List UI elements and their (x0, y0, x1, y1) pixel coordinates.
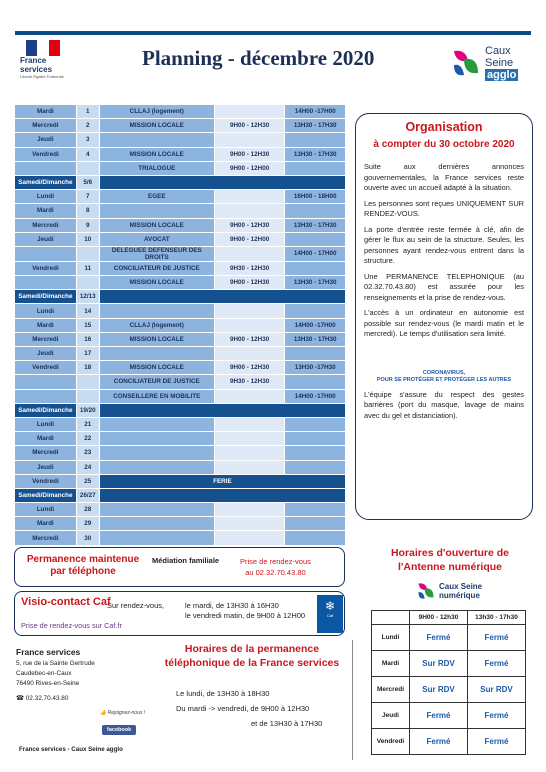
row-num: 30 (76, 531, 99, 545)
caf-label: Caf (326, 613, 334, 618)
row-am (214, 190, 285, 204)
antenne-pm: Fermé (468, 651, 526, 677)
table-row (15, 417, 346, 431)
visio-hours (185, 601, 305, 621)
org-p3: La porte d'entrée reste fermée à clé, afin de gérer le flux au sein de la structure. Seules, les personnes ayant rendez-vous entrent dans la structure. (364, 224, 524, 265)
row-activity: TRIALOGUE (99, 161, 214, 175)
row-day (15, 161, 77, 175)
row-num: 25 (76, 474, 99, 488)
row-am (214, 246, 285, 261)
row-pm: 14H00 -17H00 (285, 389, 346, 403)
row-day: Mercredi (15, 119, 77, 133)
table-row (15, 347, 346, 361)
address-line3: 76490 Rives-en-Seine (16, 680, 80, 687)
row-pm: 14H00 - 17H00 (285, 246, 346, 261)
table-row (15, 105, 346, 119)
antenne-pm: Fermé (468, 703, 526, 729)
table-row (15, 318, 346, 332)
visio-hours1: le mardi, de 13H30 à 16H30 (185, 601, 279, 610)
caux-seine-logo (450, 40, 528, 86)
row-num: 24 (76, 460, 99, 474)
tel-l2: Du mardi -> vendredi, de 9H00 à 12H30 (176, 704, 310, 713)
row-num: 14 (76, 304, 99, 318)
antenne-logo1: Caux Seine (439, 582, 483, 591)
top-bar (15, 31, 531, 35)
table-row (15, 531, 346, 545)
row-activity: EGEE (99, 190, 214, 204)
covid-banner (364, 370, 524, 384)
row-pm: 14H00 -17H00 (285, 318, 346, 332)
table-row (15, 218, 346, 232)
table-row (15, 161, 346, 175)
row-am: 9H00 - 12H30 (214, 361, 285, 375)
row-am: 9H00 - 12H30 (214, 218, 285, 232)
row-am: 9H00 - 12H30 (214, 276, 285, 290)
footer: France services - Caux Seine agglo (19, 746, 123, 753)
row-am: 9H30 - 12H30 (214, 375, 285, 389)
caux-line3: agglo (487, 69, 517, 81)
row-num: 11 (76, 261, 99, 275)
tel-l3: et de 13H30 à 17H30 (251, 719, 323, 728)
permanence-box (14, 547, 345, 587)
organisation-box (355, 113, 533, 520)
table-row (15, 232, 346, 246)
antenne-pm: Fermé (468, 729, 526, 755)
row-num: 8 (76, 204, 99, 218)
row-day: Lundi (15, 417, 77, 431)
row-day: Vendredi (15, 147, 77, 161)
org-title: Organisation (405, 120, 483, 134)
row-num: 4 (76, 147, 99, 161)
row-pm: 16H00 - 18H00 (285, 190, 346, 204)
rdv-line2: au 02.32.70.43.80 (245, 568, 306, 577)
row-activity: CONSEILLERE EN MOBILITE (99, 389, 214, 403)
row-activity (99, 304, 214, 318)
row-num: 9 (76, 218, 99, 232)
antenne-header-row (372, 611, 526, 625)
antenne-day: Lundi (372, 625, 410, 651)
row-num: 12/13 (76, 290, 99, 304)
row-day: Mardi (15, 318, 77, 332)
phone-icon: ☎ (16, 695, 24, 702)
antenne-am: Sur RDV (410, 651, 468, 677)
row-pm (285, 517, 346, 531)
address-line2: Caudebec-en-Caux (16, 670, 72, 677)
table-row (15, 175, 346, 189)
row-activity: MISSION LOCALE (99, 119, 214, 133)
org-p6: L'équipe s'assure du respect des gestes barrières (port du masque, lavage de mains avec du gel et distanciation). (364, 389, 524, 420)
antenne-day: Mardi (372, 651, 410, 677)
caux-line2: Seine (485, 57, 514, 69)
row-day: Vendredi (15, 261, 77, 275)
page-title: Planning - décembre 2020 (142, 46, 375, 70)
visio-box (14, 591, 345, 636)
row-am (214, 105, 285, 119)
address-phone (16, 694, 95, 704)
row-am (214, 204, 285, 218)
table-row (15, 488, 346, 502)
row-activity (99, 133, 214, 147)
row-num (76, 161, 99, 175)
row-day: Jeudi (15, 133, 77, 147)
row-num: 17 (76, 347, 99, 361)
address-line1: 5, rue de la Sainte Gertrude (16, 660, 95, 667)
mediation-label: Médiation familiale (152, 556, 220, 565)
row-num: 19/20 (76, 403, 99, 417)
row-activity (99, 347, 214, 361)
row-num: 28 (76, 503, 99, 517)
antenne-day: Jeudi (372, 703, 410, 729)
row-am: 9H00 - 12H30 (214, 119, 285, 133)
row-day: Mardi (15, 517, 77, 531)
fb-join-text: Rejoignez-nous ! (107, 710, 146, 716)
antenne-corner (372, 611, 410, 625)
antenne-row (372, 651, 526, 677)
table-row (15, 446, 346, 460)
row-am (214, 389, 285, 403)
table-row (15, 517, 346, 531)
antenne-row (372, 703, 526, 729)
table-row (15, 276, 346, 290)
row-num: 2 (76, 119, 99, 133)
table-row (15, 361, 346, 375)
row-am (214, 318, 285, 332)
org-p1: Suite aux dernières annonces gouvernementales, la France services reste ouverte avec un accueil adapté à la situation. (364, 162, 524, 192)
antenne-row (372, 625, 526, 651)
row-num (76, 375, 99, 389)
row-num: 15 (76, 318, 99, 332)
row-day: Jeudi (15, 460, 77, 474)
fb-join (100, 710, 145, 716)
row-pm: 13H30 - 17H30 (285, 147, 346, 161)
row-pm (285, 204, 346, 218)
antenne-row (372, 677, 526, 703)
table-row (15, 119, 346, 133)
row-pm: 13H30 - 17H30 (285, 119, 346, 133)
caux-mark-icon (450, 47, 482, 79)
row-activity: MISSION LOCALE (99, 218, 214, 232)
antenne-logo (416, 580, 486, 602)
row-activity (99, 432, 214, 446)
row-pm (285, 446, 346, 460)
antenne-am: Fermé (410, 703, 468, 729)
table-row (15, 332, 346, 346)
row-num: 5/6 (76, 175, 99, 189)
table-row (15, 133, 346, 147)
row-am (214, 531, 285, 545)
table-row (15, 460, 346, 474)
row-am: 9H00 - 12H30 (214, 332, 285, 346)
table-row (15, 190, 346, 204)
org-subtitle: à compter du 30 octobre 2020 (373, 138, 515, 150)
row-num: 21 (76, 417, 99, 431)
tel-l1: Le lundi, de 13H30 à 18H30 (176, 689, 270, 698)
row-day: Mardi (15, 105, 77, 119)
table-row (15, 147, 346, 161)
row-am (214, 304, 285, 318)
caf-logo (317, 595, 343, 633)
row-num: 1 (76, 105, 99, 119)
table-row (15, 389, 346, 403)
caux-text (485, 45, 518, 81)
row-activity: CLLAJ (logement) (99, 105, 214, 119)
row-day: Jeudi (15, 232, 77, 246)
antenne-row (372, 729, 526, 755)
row-pm: 13H30 -17H30 (285, 361, 346, 375)
row-day: Lundi (15, 304, 77, 318)
row-activity: MISSION LOCALE (99, 332, 214, 346)
row-am (214, 517, 285, 531)
row-am (214, 460, 285, 474)
antenne-title: Horaires d'ouverture de l'Antenne numérique (390, 547, 510, 573)
row-num: 18 (76, 361, 99, 375)
row-day: Mercredi (15, 446, 77, 460)
covid-line1: CORONAVIRUS, (422, 369, 466, 376)
row-activity: CONCILIATEUR DE JUSTICE (99, 375, 214, 389)
like-icon: 👍 (100, 710, 107, 716)
row-pm: 14H00 -17H00 (285, 105, 346, 119)
row-am: 9H30 - 12H30 (214, 261, 285, 275)
row-day: Mardi (15, 204, 77, 218)
facebook-button[interactable]: facebook (102, 725, 136, 735)
row-activity (99, 531, 214, 545)
row-day: Mercredi (15, 218, 77, 232)
table-row (15, 375, 346, 389)
row-day: Lundi (15, 190, 77, 204)
row-weekend-fill (99, 290, 345, 304)
antenne-am: Fermé (410, 729, 468, 755)
row-pm (285, 503, 346, 517)
antenne-am: Sur RDV (410, 677, 468, 703)
row-day: Vendredi (15, 361, 77, 375)
antenne-logo-text (439, 582, 482, 600)
row-am: 9H00 - 12H30 (214, 147, 285, 161)
row-activity: MISSION LOCALE (99, 276, 214, 290)
antenne-am: Fermé (410, 625, 468, 651)
caux-line1: Caux (485, 45, 511, 57)
org-p4: Une PERMANENCE TELEPHONIQUE (au 02.32.70.43.80) est assurée pour les renseignements et la prise de rendez-vous. (364, 271, 524, 302)
logo-motto: Liberté Égalité Fraternité (20, 74, 64, 79)
table-row (15, 246, 346, 261)
org-p2: Les personnes sont reçues UNIQUEMENT SUR RENDEZ-VOUS. (364, 198, 524, 218)
row-activity (99, 417, 214, 431)
row-pm: 13H30 - 17H30 (285, 276, 346, 290)
row-am (214, 446, 285, 460)
row-weekend-fill (99, 488, 345, 502)
row-pm (285, 261, 346, 275)
permanence-rdv (240, 556, 311, 578)
antenne-logo2: numérique (439, 591, 480, 600)
row-pm (285, 161, 346, 175)
row-num: 26/27 (76, 488, 99, 502)
row-num: 16 (76, 332, 99, 346)
row-day: Mardi (15, 432, 77, 446)
row-day: Samedi/Dimanche (15, 488, 77, 502)
table-row (15, 503, 346, 517)
row-day: Lundi (15, 503, 77, 517)
row-am: 9H00 - 12H00 (214, 232, 285, 246)
table-row (15, 290, 346, 304)
row-num: 29 (76, 517, 99, 531)
row-day (15, 276, 77, 290)
table-row (15, 261, 346, 275)
row-weekend-fill (99, 175, 345, 189)
tel-title: Horaires de la permanence téléphonique de la France services (164, 643, 340, 669)
row-pm (285, 232, 346, 246)
antenne-day: Vendredi (372, 729, 410, 755)
antenne-pm: Fermé (468, 625, 526, 651)
phone-number: 02.32.70.43.80 (25, 695, 69, 702)
caf-snow-icon: ❄ (324, 599, 336, 613)
row-pm: 13H30 - 17H30 (285, 218, 346, 232)
antenne-pm: Sur RDV (468, 677, 526, 703)
visio-hours2: le vendredi matin, de 9H00 à 12H00 (185, 611, 306, 620)
row-num (76, 276, 99, 290)
row-pm: 13H30 - 17H30 (285, 332, 346, 346)
row-num (76, 246, 99, 261)
address-name: France services (16, 647, 81, 657)
row-pm (285, 460, 346, 474)
permanence-title: Permanence maintenue par téléphone (26, 554, 140, 577)
covid-line2: POUR SE PROTÉGER ET PROTÉGER LES AUTRES (376, 376, 512, 383)
row-am (214, 417, 285, 431)
row-activity (99, 517, 214, 531)
org-p5: L'accès à un ordinateur en autonomie est possible sur rendez-vous (le mardi matin et le mercredi). Le temps d'utilisation sera limité. (364, 308, 524, 338)
row-pm (285, 432, 346, 446)
row-day (15, 375, 77, 389)
row-day: Vendredi (15, 474, 77, 488)
row-activity: CLLAJ (logement) (99, 318, 214, 332)
row-num: 7 (76, 190, 99, 204)
address-block (16, 647, 95, 704)
table-row (15, 304, 346, 318)
row-num: 22 (76, 432, 99, 446)
row-ferie: FERIE (99, 474, 345, 488)
row-pm (285, 531, 346, 545)
visio-prise[interactable]: Prise de rendez-vous sur Caf.fr (21, 621, 122, 630)
row-num (76, 389, 99, 403)
rdv-line1: Prise de rendez-vous (240, 557, 311, 566)
row-pm (285, 304, 346, 318)
table-row (15, 474, 346, 488)
table-row (15, 432, 346, 446)
row-activity: MISSION LOCALE (99, 147, 214, 161)
row-activity (99, 446, 214, 460)
row-num: 23 (76, 446, 99, 460)
row-pm (285, 375, 346, 389)
antenne-col1: 9H00 - 12h30 (410, 611, 468, 625)
row-day: Mercredi (15, 531, 77, 545)
antenne-table (371, 610, 526, 755)
visio-on-rdv: Sur rendez-vous, (107, 601, 165, 610)
antenne-mark-icon (416, 581, 436, 601)
row-activity: CONCILIATEUR DE JUSTICE (99, 261, 214, 275)
logo-line1: France (20, 56, 47, 65)
antenne-day: Mercredi (372, 677, 410, 703)
table-row (15, 403, 346, 417)
row-am (214, 503, 285, 517)
tel-body (176, 686, 322, 731)
row-am: 9H00 - 12H00 (214, 161, 285, 175)
row-am (214, 347, 285, 361)
row-activity: MISSION LOCALE (99, 361, 214, 375)
row-day (15, 246, 77, 261)
row-day (15, 389, 77, 403)
row-day: Jeudi (15, 347, 77, 361)
row-day: Samedi/Dimanche (15, 403, 77, 417)
row-activity (99, 204, 214, 218)
row-pm (285, 347, 346, 361)
row-num: 3 (76, 133, 99, 147)
row-day: Samedi/Dimanche (15, 290, 77, 304)
row-pm (285, 133, 346, 147)
row-am (214, 432, 285, 446)
row-activity: AVOCAT (99, 232, 214, 246)
row-activity (99, 503, 214, 517)
row-am (214, 133, 285, 147)
row-day: Samedi/Dimanche (15, 175, 77, 189)
france-services-logo (20, 40, 70, 92)
flag-icon (26, 40, 60, 56)
row-day: Mercredi (15, 332, 77, 346)
table-row (15, 204, 346, 218)
row-activity (99, 460, 214, 474)
row-weekend-fill (99, 403, 345, 417)
schedule-table (14, 104, 346, 546)
row-pm (285, 417, 346, 431)
visio-title: Visio-contact Caf (21, 596, 111, 608)
antenne-col2: 13h30 - 17h30 (468, 611, 526, 625)
logo-line2: services (20, 65, 53, 74)
divider (352, 640, 353, 760)
row-activity: DELEGUEE DEFENSEUR DES DROITS (99, 246, 214, 261)
row-num: 10 (76, 232, 99, 246)
